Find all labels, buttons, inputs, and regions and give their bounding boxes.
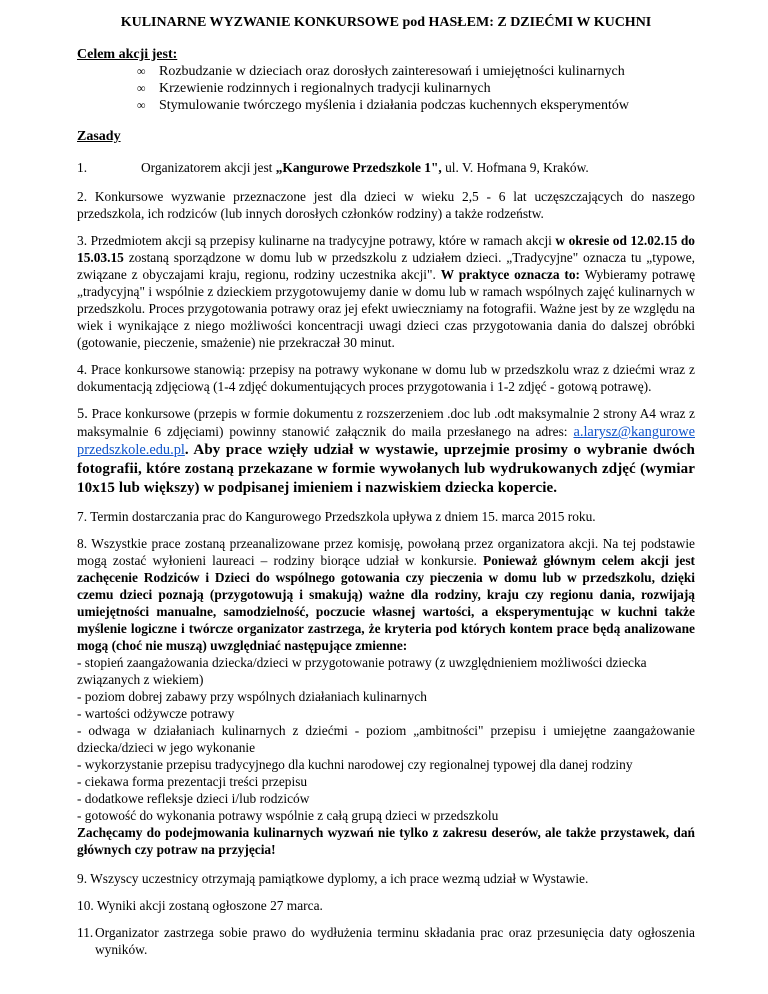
criterion-item: - wartości odżywcze potrawy xyxy=(77,706,235,721)
infinity-bullet-icon: ∞ xyxy=(137,98,146,112)
document-page xyxy=(77,14,695,968)
period-dates: w okresie od 12.02.15 do 15.03.15 xyxy=(77,233,695,265)
rules-heading: Zasady xyxy=(77,129,121,144)
goal-item: ∞ Rozbudzanie w dzieciach oraz dorosłych zainteresowań i umiejętności kulinarnych xyxy=(137,64,625,79)
rule-2: 2. Konkursowe wyzwanie przeznaczone jest dla dzieci w wieku 2,5 - 6 lat uczęszczających do naszego przedszkola, ich rodziców (lub innych dorosłych członków rodziny) a także rodzeństw. xyxy=(77,189,695,221)
goals-list xyxy=(77,63,695,114)
criterion-item: - gotowość do wykonania potrawy wspólnie z całą grupą dzieci w przedszkolu xyxy=(77,808,499,823)
criterion-item: - dodatkowe refleksje dzieci i/lub rodziców xyxy=(77,791,310,806)
rule-10: 10. Wyniki akcji zostaną ogłoszone 27 marca. xyxy=(77,898,323,913)
criterion-item: - odwaga w działaniach kulinarnych z dziećmi - poziom „ambitności" przepisu i umiejętne zaangażowanie dziecka/dzieci w jego wykonanie xyxy=(77,723,695,755)
organizer-name: „Kangurowe Przedszkole 1", xyxy=(275,160,442,175)
rule-8: 8. Wszystkie prace zostaną przeanalizowane przez komisję, powołaną przez organizatora akcji. Na tej podstawie mogą zostać wyłonieni laureaci – rodziny biorące udział w konkursie. Ponieważ głównym celem akcji jest zachęcenie Rodziców i Dzieci do wspólnego gotowania czy pieczenia w domu lub w przedszkolu, dzięki czemu dzieci poznają (przygotowują i smakują) ważne dla rodziny, kraju czy regionu dania, rozwijają umiejętności manualne, samodzielność, poczucie własnej wartości, a eksperymentując w kuchni także myślenie logiczne i twórcze organizator zastrzega, że kryteria pod których kontem prace będą analizowane mogą (choć nie muszą) uwzględniać następujące zmienne: - stopień zaangażowania dziecka/dzieci w przygotowanie potrawy (z uwzględnieniem możliwości dziecka związanych z wiekiem) - poziom dobrej zabawy przy wspólnych działaniach kulinarnych - wartości odżywcze potrawy - odwaga w działaniach kulinarnych z dziećmi - poziom „ambitności" przepisu i umiejętne zaangażowanie dziecka/dzieci w jego wykonanie - wykorzystanie przepisu tradycyjnego dla kuchni narodowej czy regionalnej typowej dla danej rodziny - ciekawa forma prezentacji treści przepisu - dodatkowe refleksje dzieci i/lub rodziców - gotowość do wykonania potrawy wspólnie z całą grupą dzieci w przedszkolu Zachęcamy do podejmowania kulinarnych wyzwań nie tylko z zakresu deserów, ale także przystawek, dań głównych czy potraw na przyjęcia! xyxy=(77,536,696,857)
rule-9: 9. Wszyscy uczestnicy otrzymają pamiątkowe dyplomy, a ich prace wezmą udział w Wystawie. xyxy=(77,871,589,886)
criterion-item: - poziom dobrej zabawy przy wspólnych działaniach kulinarnych xyxy=(77,689,427,704)
infinity-bullet-icon: ∞ xyxy=(137,64,146,78)
infinity-bullet-icon: ∞ xyxy=(137,81,146,95)
closing-note: Zachęcamy do podejmowania kulinarnych wyzwań nie tylko z zakresu deserów, ale także przystawek, dań głównych czy potraw na przyjęcia! xyxy=(77,825,695,857)
email-link[interactable]: a.larysz@kangurowe​przedszkole.edu.pl xyxy=(77,424,695,458)
criterion-item: - ciekawa forma prezentacji treści przepisu xyxy=(77,774,308,789)
rule-3: 3. Przedmiotem akcji są przepisy kulinarne na tradycyjne potrawy, które w ramach akcji w okresie od 12.02.15 do 15.03.15 zostaną sporządzone w domu lub w przedszkolu z udziałem dzieci. „Tradycyjne" oznacza tu „typowe, związane z obyczajami kraju, regionu, rodziny uczestnika akcji". W praktyce oznacza to: Wybieramy potrawę „tradycyjną" i wspólnie z dzieckiem przygotowujemy danie w domu lub w ramach wspólnych zajęć kulinarnych w przedszkolu. Proces przygotowania potrawy oraz jej efekt uwieczniamy na fotografii. Ważne jest by ze względu na wiek i wynikające z niego możliwości koncentracji uwagi dzieci czas przygotowania dania do dalszej obróbki (gotowanie, pieczenie, smażenie) nie przekraczał 30 minut. xyxy=(77,233,696,350)
rule-1: 1. Organizatorem akcji jest „Kangurowe Przedszkole 1", ul. V. Hofmana 9, Kraków. xyxy=(77,160,589,175)
criterion-item: - wykorzystanie przepisu tradycyjnego dla kuchni narodowej czy regionalnej typowej dla danej rodziny xyxy=(77,757,633,772)
rule-7: 7. Termin dostarczania prac do Kangurowego Przedszkola upływa z dniem 15. marca 2015 roku. xyxy=(77,509,596,524)
rule-4: 4. Prace konkursowe stanowią: przepisy na potrawy wykonane w domu lub w przedszkolu wraz z dziećmi wraz z dokumentacją zdjęciową (1-4 zdjęć dokumentujących proces przygotowania i 1-2 zdjęć - gotową potrawę). xyxy=(77,362,695,394)
document-title: KULINARNE WYZWANIE KONKURSOWE pod HASŁEM: Z DZIEĆMI W KUCHNI xyxy=(120,15,652,30)
rule-5: 5. Prace konkursowe (przepis w formie dokumentu z rozszerzeniem .doc lub .odt maksymalnie 2 strony A4 wraz z maksymalnie 6 zdjęciami) powinny stanowić załącznik do maila przesłanego na adres: a.larysz@kangurowe​przedszkole.edu.pl. Aby prace wzięły udział w wystawie, uprzejmie prosimy o wybranie dwóch fotografii, które zostaną przekazane w formie wywołanych lub wydrukowanych zdjęć (wymiar 10x15 lub większy) w podpisanej imieniem i nazwiskiem dziecka kopercie. xyxy=(77,406,695,496)
criterion-item: - stopień zaangażowania dziecka/dzieci w przygotowanie potrawy (z uwzględnieniem możliwości dziecka związanych z wiekiem) xyxy=(77,655,647,687)
goal-item: ∞ Stymulowanie twórczego myślenia i działania podczas kuchennych eksperymentów xyxy=(137,98,630,113)
goals-heading: Celem akcji jest: xyxy=(77,47,178,62)
goal-item: ∞ Krzewienie rodzinnych i regionalnych tradycji kulinarnych xyxy=(137,81,491,96)
rule-11: 11. Organizator zastrzega sobie prawo do wydłużenia terminu składania prac oraz przesunięcia daty ogłoszenia wyników. xyxy=(77,925,695,957)
